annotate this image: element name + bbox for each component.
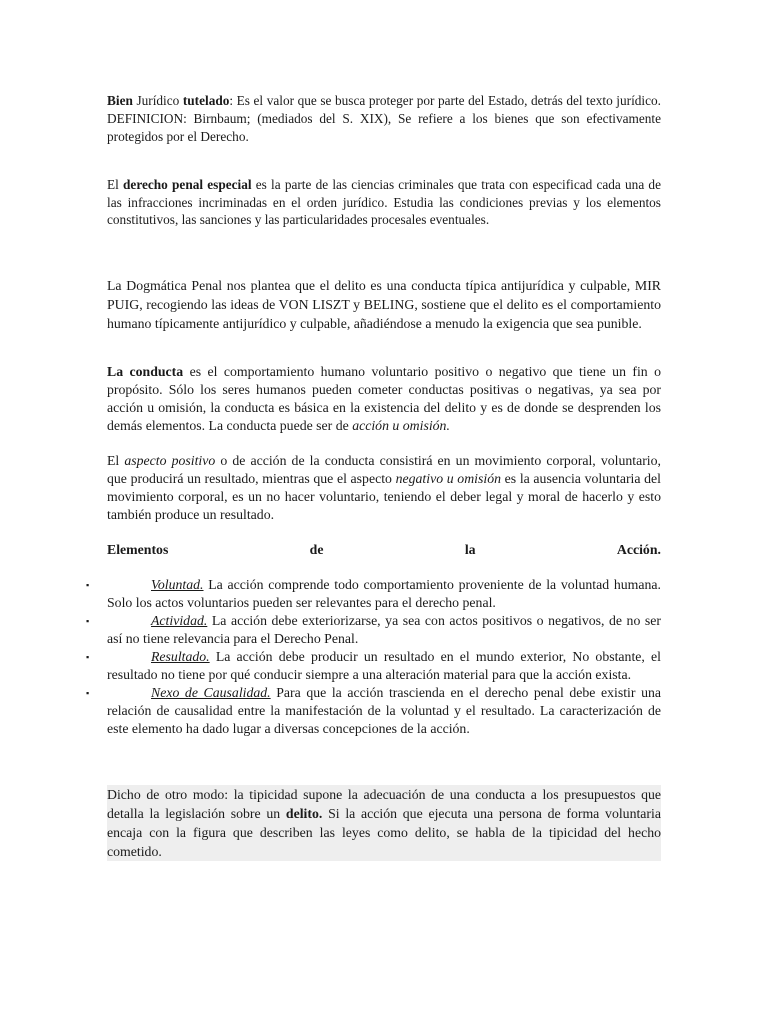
paragraph-text: es la ausencia voluntaria del movimiento corporal, es un no hacer voluntario, teniendo el deber legal y moral de hacerlo y esto también produce un resultado. — [107, 471, 662, 522]
square-bullet-icon: ▪ — [86, 652, 90, 662]
list-item-text: La acción debe exteriorizarse, ya sea con actos positivos o negativos, de no ser así no tiene relevancia para el Derecho Penal. — [107, 613, 661, 646]
section-heading-elementos-accion — [107, 542, 661, 558]
heading-word: Elementos — [107, 542, 169, 557]
paragraph-text: Dicho de otro modo: la tipicidad supone la adecuación de una conducta a los presupuestos que detalla la legislación sobre un — [107, 787, 661, 821]
list-item-text: Para que la acción trascienda en el derecho penal debe existir una relación de causalidad entre la manifestación de la voluntad y el resultado. La caracterización de este elemento ha dado lugar a diversas concepciones de la acción. — [107, 685, 661, 736]
paragraph-la-conducta — [107, 363, 661, 435]
square-bullet-icon: ▪ — [86, 616, 90, 626]
square-bullet-icon: ▪ — [86, 580, 90, 590]
list-item — [86, 612, 661, 648]
paragraph-text: La Dogmática Penal nos plantea que el delito es una conducta típica antijurídica y culpable, MIR PUIG, recogiendo las ideas de VON LISZT y BELING, sostiene que el delito es el comportamiento humano típicamente antijurídico y culpable, añadiéndose a menudo la exigencia que sea punible. — [107, 278, 661, 331]
bold-term-tutelado: tutelado — [182, 93, 230, 108]
italic-term-negativo-omision: negativo u omisión — [395, 471, 502, 486]
heading-word: la — [464, 542, 476, 557]
list-item-term: Actividad. — [151, 613, 208, 628]
paragraph-text: Jurídico — [132, 93, 183, 108]
elements-list — [86, 576, 661, 738]
list-item — [86, 576, 661, 612]
paragraph-derecho-penal-especial — [107, 176, 661, 229]
list-item — [86, 684, 661, 738]
paragraph-aspecto-positivo — [107, 452, 661, 524]
paragraph-text: Si la acción que ejecuta una persona de forma voluntaria encaja con la figura que describen las leyes como delito, se habla de la tipicidad del hecho cometido. — [107, 806, 661, 859]
italic-term-aspecto-positivo: aspecto positivo — [124, 453, 216, 468]
list-item — [86, 648, 661, 684]
heading-word: de — [309, 542, 324, 557]
paragraph-text: El — [107, 453, 125, 468]
paragraph-text: o de acción de la conducta consistirá en un movimiento corporal, voluntario, que producirá un resultado, mientras que el aspecto — [107, 453, 661, 486]
paragraph-text: El — [107, 177, 124, 192]
heading-word: Acción. — [616, 542, 661, 557]
paragraph-bien-juridico — [107, 92, 661, 146]
list-item-text: La acción debe producir un resultado en el mundo exterior, No obstante, el resultado no tiene por qué conducir siempre a una alteración material para que la acción exista. — [107, 649, 661, 682]
bold-term-derecho-penal-especial: derecho penal especial — [123, 177, 252, 192]
paragraph-tipicidad-highlighted — [107, 785, 661, 861]
paragraph-text: es el comportamiento humano voluntario positivo o negativo que tiene un fin o propósito. Sólo los seres humanos pueden cometer conductas positivas o negativas, ya sea por acción u omisión, la conducta es básica en la existencia del delito y es de donde se desprenden los demás elementos. La conducta puede ser de — [107, 364, 661, 433]
bold-term-la-conducta: La conducta — [107, 364, 184, 379]
list-item-term: Nexo de Causalidad. — [151, 685, 271, 700]
paragraph-dogmatica-penal — [107, 276, 661, 333]
list-item-text: La acción comprende todo comportamiento proveniente de la voluntad humana. Solo los actos voluntarios pueden ser relevantes para el derecho penal. — [107, 577, 661, 610]
square-bullet-icon: ▪ — [86, 688, 90, 698]
paragraph-text: es la parte de las ciencias criminales que trata con especificad cada una de las infracciones incriminadas en el orden jurídico. Estudia las condiciones previas y los elementos constitutivos, las sanciones y las particularidades procesales eventuales. — [107, 177, 661, 227]
list-item-term: Resultado. — [151, 649, 210, 664]
bold-term-delito: delito. — [285, 806, 323, 821]
italic-term-accion-omision: acción u omisión. — [352, 418, 450, 433]
paragraph-text: : Es el valor que se busca proteger por parte del Estado, detrás del texto jurídico. DEFINICION: Birnbaum; (mediados del S. XIX), Se refiere a los bienes que son efectivamente protegidos por el Derecho. — [107, 93, 661, 144]
bold-term-bien: Bien — [107, 93, 133, 108]
list-item-term: Voluntad. — [151, 577, 204, 592]
